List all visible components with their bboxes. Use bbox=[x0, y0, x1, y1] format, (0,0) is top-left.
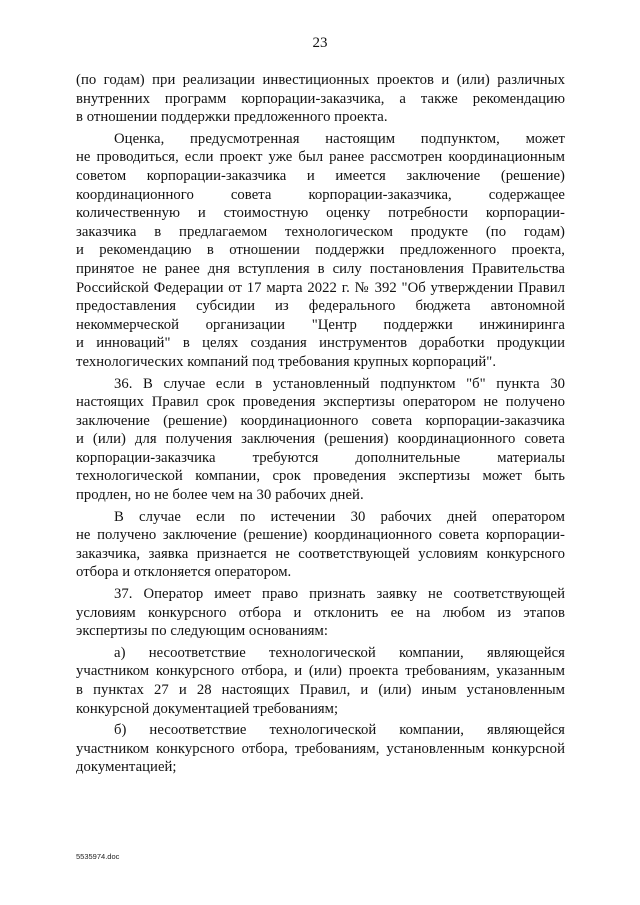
text-line: участником конкурсного отбора, требованиям, установленным конкурсной bbox=[76, 740, 565, 757]
paragraph bbox=[76, 508, 565, 582]
text-line: заключение (решение) координационного совета корпорации-заказчика bbox=[76, 412, 565, 429]
paragraph bbox=[76, 721, 565, 777]
text-line: 36. В случае если в установленный подпунктом "б" пункта 30 bbox=[114, 375, 565, 392]
text-line: координационного совета корпорации-заказчика, содержащее bbox=[76, 186, 565, 203]
document-body bbox=[76, 71, 565, 780]
paragraph bbox=[76, 130, 565, 372]
text-line: и (или) для получения заключения (решения) координационного совета bbox=[76, 431, 565, 448]
text-line: некоммерческой организации "Центр поддержки инжиниринга bbox=[76, 316, 565, 333]
text-line: конкурсной документацией требованиям; bbox=[76, 700, 339, 717]
text-line: внутренних программ корпорации-заказчика, а также рекомендацию bbox=[76, 90, 565, 107]
paragraph bbox=[76, 71, 565, 127]
text-line: не проводиться, если проект уже был ранее рассмотрен координационным bbox=[76, 149, 565, 166]
text-line: в отношении поддержки предложенного проекта. bbox=[76, 109, 388, 126]
text-line: участником конкурсного отбора, и (или) проекта требованиям, указанным bbox=[76, 663, 565, 680]
text-line: продлен, но не более чем на 30 рабочих дней. bbox=[76, 487, 364, 504]
text-line: Российской Федерации от 17 марта 2022 г. № 392 "Об утверждении Правил bbox=[76, 279, 565, 296]
text-line: и инноваций" в целях создания инструментов доработки продукции bbox=[76, 335, 565, 352]
text-line: условиям конкурсного отбора и отклонить ее на любом из этапов bbox=[76, 604, 565, 621]
text-line: и рекомендацию в отношении поддержки предложенного проекта, bbox=[76, 242, 565, 259]
text-line: предоставления субсидии из федерального бюджета автономной bbox=[76, 298, 565, 315]
paragraph bbox=[76, 375, 565, 505]
text-line: а) несоответствие технологической компании, являющейся bbox=[114, 644, 565, 661]
page-number: 23 bbox=[312, 35, 328, 51]
text-line: технологической компании, срок проведения экспертизы может быть bbox=[76, 468, 565, 485]
text-line: заказчика в предлагаемом технологическом продукте (по годам) bbox=[76, 223, 565, 240]
paragraph bbox=[76, 585, 565, 641]
text-line: не получено заключение (решение) координационного совета корпорации- bbox=[76, 527, 565, 544]
text-line: количественную и стоимостную оценку потребности корпорации- bbox=[76, 205, 565, 222]
text-line: заказчика, заявка признается не соответствующей условиям конкурсного bbox=[76, 545, 565, 562]
text-line: отбора и отклоняется оператором. bbox=[76, 564, 292, 581]
text-line: принятое не ранее дня вступления в силу постановления Правительства bbox=[76, 260, 565, 277]
text-line: документацией; bbox=[76, 759, 177, 776]
document-footer-filename: 5535974.doc bbox=[76, 852, 120, 861]
text-line: Оценка, предусмотренная настоящим подпунктом, может bbox=[114, 130, 565, 147]
text-line: В случае если по истечении 30 рабочих дней оператором bbox=[114, 508, 565, 525]
text-line: в пунктах 27 и 28 настоящих Правил, и (или) иным установленным bbox=[76, 682, 565, 698]
text-line: б) несоответствие технологической компании, являющейся bbox=[114, 722, 565, 739]
paragraph bbox=[76, 644, 565, 718]
text-line: технологических компаний под требования крупных корпораций". bbox=[76, 353, 497, 370]
text-line: экспертизы по следующим основаниям: bbox=[76, 623, 329, 640]
text-line: (по годам) при реализации инвестиционных проектов и (или) различных bbox=[76, 72, 565, 88]
text-line: 37. Оператор имеет право признать заявку не соответствующей bbox=[114, 586, 565, 603]
text-line: корпорации-заказчика требуются дополнительные материалы bbox=[76, 449, 565, 466]
text-line: советом корпорации-заказчика и имеется заключение (решение) bbox=[76, 167, 565, 184]
text-line: настоящих Правил срок проведения экспертизы оператором не получено bbox=[76, 394, 565, 411]
